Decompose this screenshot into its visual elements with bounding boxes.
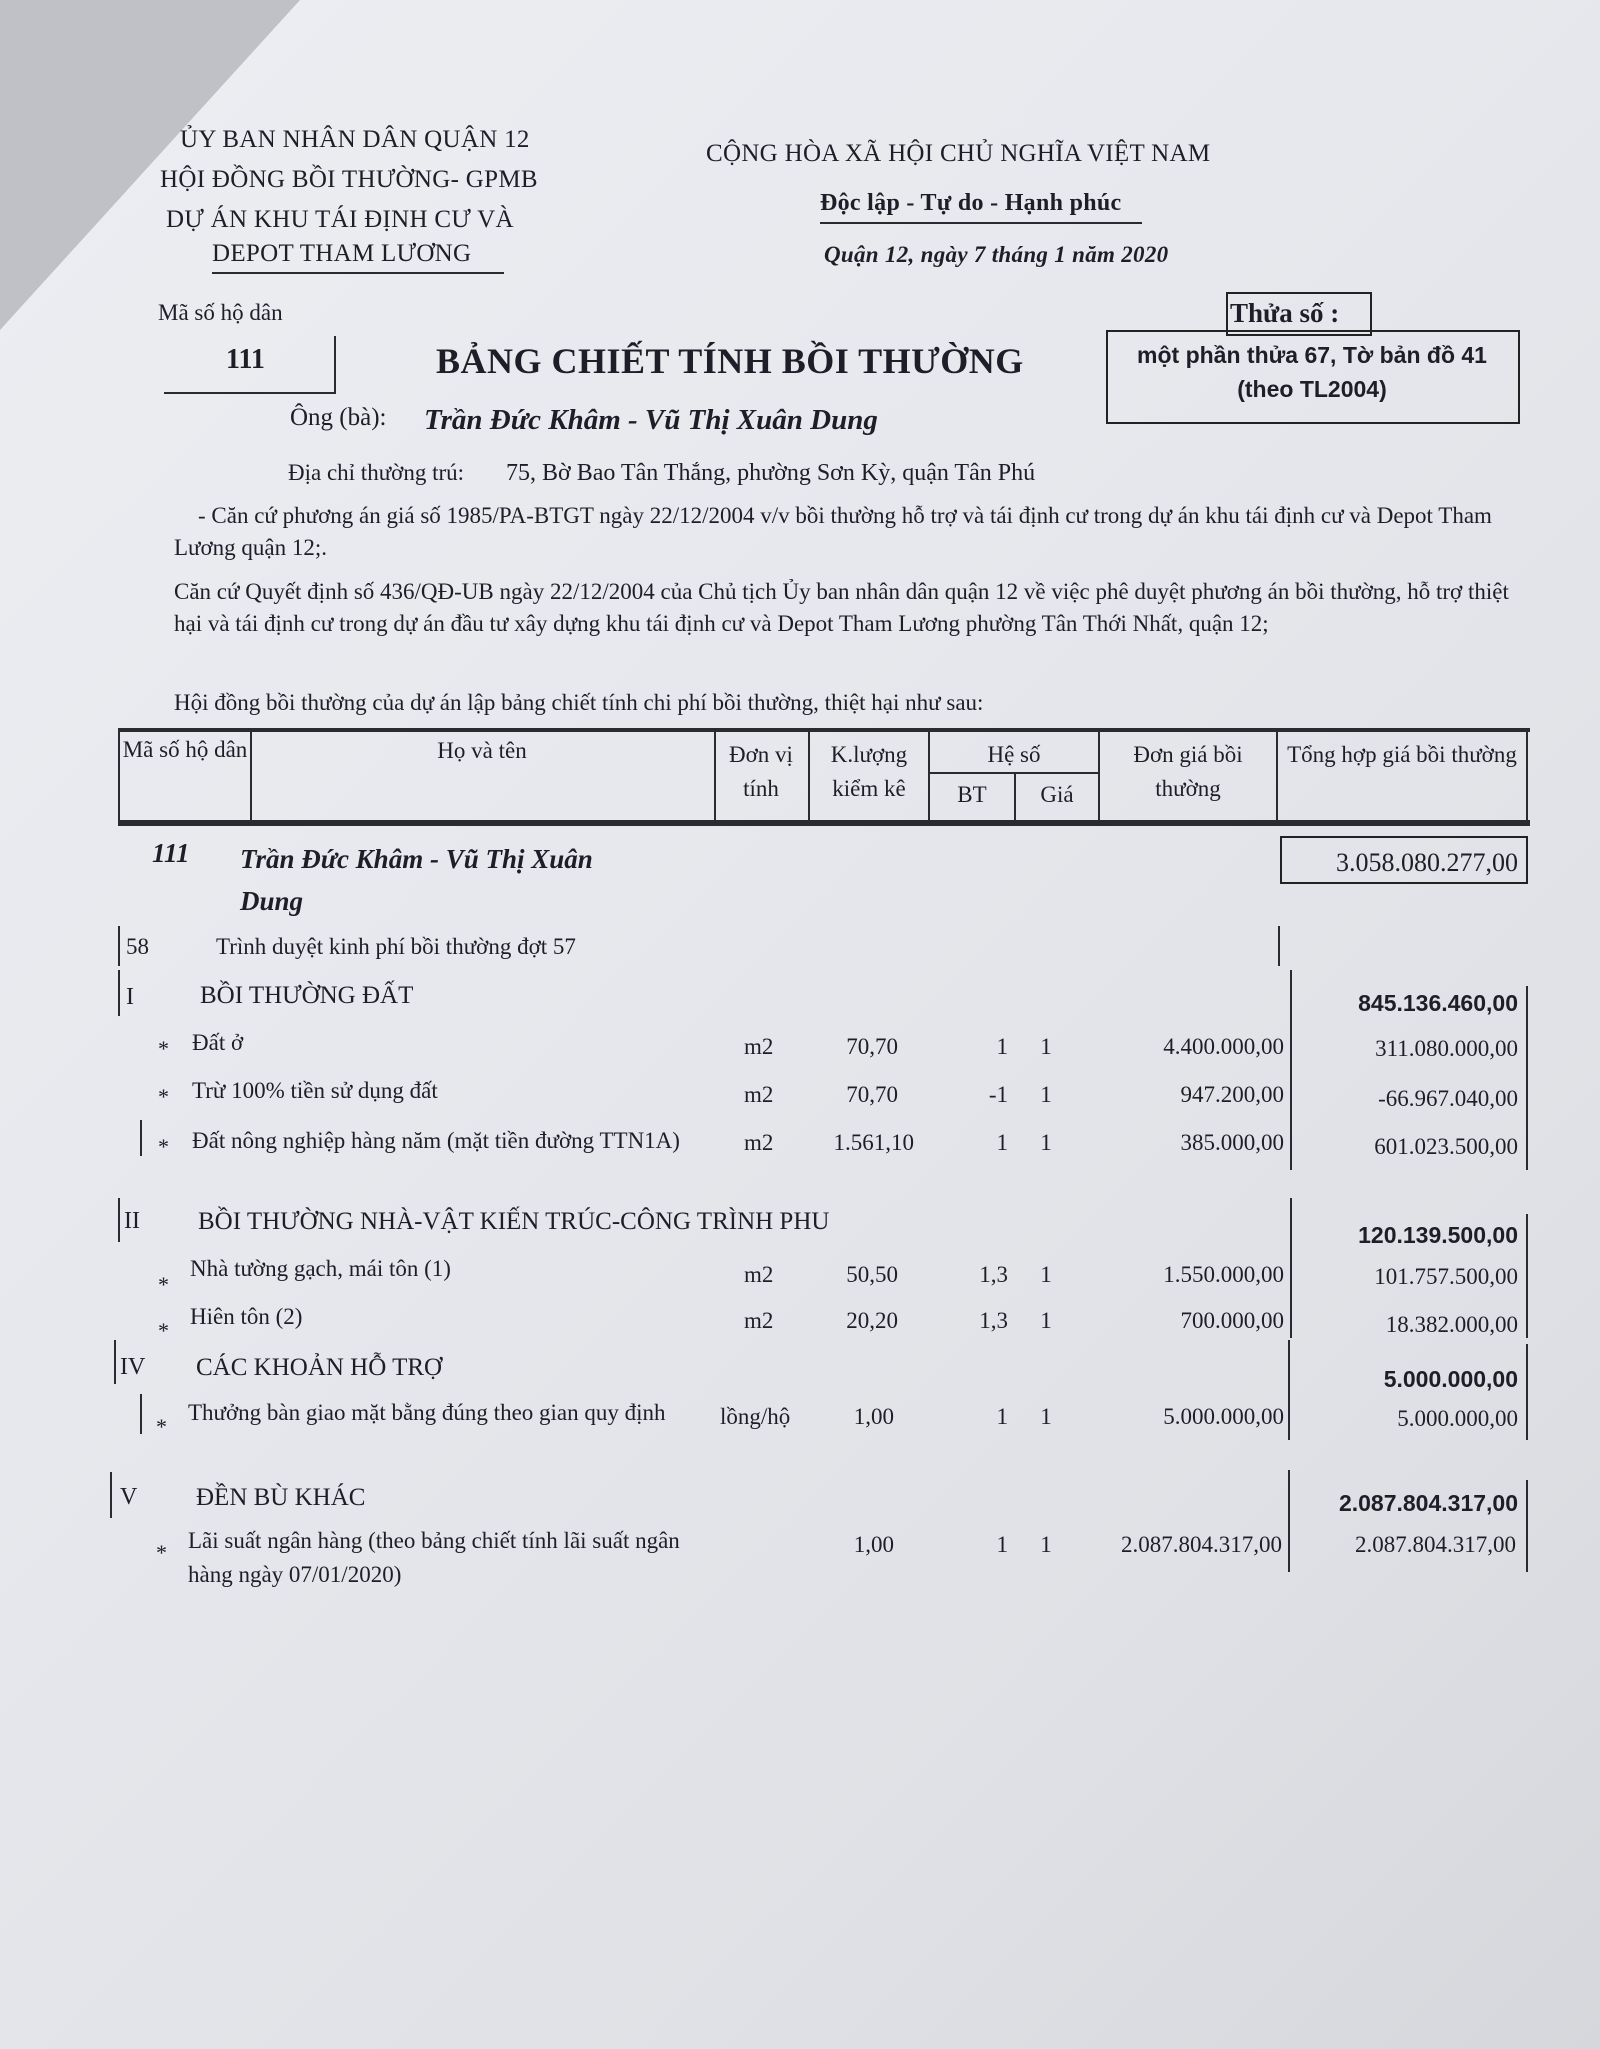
col-header-total: Tổng hợp giá bồi thường: [1287, 742, 1517, 767]
section-2-item-2-name: Hiên tôn (2): [190, 1304, 303, 1329]
section-1-item-3-unit: m2: [744, 1130, 774, 1155]
section-4-item-1-name: Thưởng bàn giao mặt bằng đúng theo gian quy định: [188, 1400, 666, 1425]
section-2-item-2-unit: m2: [744, 1308, 774, 1333]
address-label: Địa chỉ thường trú:: [288, 460, 465, 485]
section-1-item-2-total: -66.967.040,00: [1378, 1086, 1518, 1111]
section-2-item-1-unit: m2: [744, 1262, 774, 1287]
table-col-line-8: [1526, 728, 1528, 822]
section-2-item-1-total: 101.757.500,00: [1374, 1264, 1518, 1289]
owner-name: Trần Đức Khâm - Vũ Thị Xuân Dung: [424, 404, 878, 436]
section-1-item-1-bullet: *: [158, 1036, 169, 1061]
header-date: Quận 12, ngày 7 tháng 1 năm 2020: [824, 242, 1169, 267]
section-4-total-col-line: [1288, 1340, 1290, 1440]
section-4-item-1-total: 5.000.000,00: [1397, 1406, 1518, 1431]
section-1-item-3-bt: 1: [996, 1130, 1008, 1155]
col-header-code: Mã số hộ dân: [122, 737, 248, 762]
section-1-code: I: [126, 984, 134, 1010]
section-2-total-col-line: [1290, 1198, 1292, 1338]
section-1-item-2-price: 947.200,00: [1180, 1082, 1284, 1107]
section-5-code: V: [120, 1484, 138, 1510]
header-agency-line2: HỘI ĐỒNG BỒI THƯỜNG- GPMB: [160, 166, 538, 193]
section-1-item-3-left-border: [140, 1120, 142, 1156]
section-4-code: IV: [120, 1354, 146, 1380]
section-1-item-2-gia: 1: [1040, 1082, 1052, 1107]
section-2-item-2-bt: 1,3: [979, 1308, 1008, 1333]
section-5-title: ĐỀN BÙ KHÁC: [196, 1484, 366, 1511]
section-1-item-1-bt: 1: [996, 1034, 1008, 1059]
header-motto-underline: [820, 222, 1142, 224]
batch-code: 58: [126, 934, 149, 959]
section-1-right-border: [1526, 986, 1528, 1170]
section-5-item-1-gia: 1: [1040, 1532, 1052, 1557]
paragraph-basis-2: Căn cứ Quyết định số 436/QĐ-UB ngày 22/12/2004 của Chủ tịch Ủy ban nhân dân quận 12 về việc phê duyệt phương án bồi thường, hỗ trợ thiệt hại và tái định cư trong dự án đầu tư xây dựng khu tái định cư và Depot Tham Lương phường Tân Thới Nhất, quận 12;: [174, 579, 1509, 636]
table-coef-split: [928, 772, 1098, 774]
section-4-item-1-qty: 1,00: [853, 1404, 894, 1429]
section-1-item-3-bullet: *: [158, 1134, 169, 1159]
owner-label: Ông (bà):: [290, 404, 387, 431]
section-1-item-1-total: 311.080.000,00: [1375, 1036, 1518, 1061]
section-2-item-1-price: 1.550.000,00: [1163, 1262, 1284, 1287]
section-1-total-col-line: [1290, 970, 1292, 1170]
household-row-code: 111: [152, 838, 190, 868]
batch-row-left-border: [118, 926, 120, 966]
col-header-coef-bt: BT: [957, 782, 987, 807]
section-2-item-1-bullet: *: [158, 1272, 169, 1297]
section-1-left-border: [118, 970, 120, 1016]
plot-value: một phần thửa 67, Tờ bản đồ 41 (theo TL2004): [1137, 342, 1487, 402]
household-code-label: Mã số hộ dân: [158, 300, 283, 325]
col-header-unit: Đơn vị tính: [729, 742, 793, 801]
table-col-line-7: [1276, 728, 1278, 822]
section-5-left-border: [110, 1472, 112, 1518]
section-1-item-3-qty: 1.561,10: [833, 1130, 914, 1155]
section-2-item-2-qty: 20,20: [846, 1308, 898, 1333]
table-top-border: [118, 728, 1530, 732]
section-1-item-2-unit: m2: [744, 1082, 774, 1107]
section-1-item-3-gia: 1: [1040, 1130, 1052, 1155]
household-row-name: Trần Đức Khâm - Vũ Thị Xuân Dung: [240, 844, 593, 916]
household-code-underline: [164, 392, 336, 394]
section-2-right-border: [1526, 1214, 1528, 1338]
header-left-underline: [212, 272, 504, 274]
section-1-title: BỒI THƯỜNG ĐẤT: [200, 982, 414, 1009]
col-header-coef: Hệ số: [987, 742, 1041, 767]
col-header-qty: K.lượng kiểm kê: [830, 742, 908, 801]
address-value: 75, Bờ Bao Tân Thắng, phường Sơn Kỳ, quận Tân Phú: [506, 460, 1036, 486]
paragraph-basis-1: - Căn cứ phương án giá số 1985/PA-BTGT ngày 22/12/2004 v/v bồi thường hỗ trợ và tái định cư trong dự án khu tái định cư và Depot Tham Lương quận 12;.: [174, 503, 1492, 560]
header-agency-line1: ỦY BAN NHÂN DÂN QUẬN 12: [180, 126, 530, 153]
section-1-item-1-gia: 1: [1040, 1034, 1052, 1059]
section-2-title: BỒI THƯỜNG NHÀ-VẬT KIẾN TRÚC-CÔNG TRÌNH PHU: [198, 1208, 830, 1235]
section-1-total: 845.136.460,00: [1358, 990, 1518, 1016]
section-1-item-2-bt: -1: [988, 1082, 1008, 1107]
section-5-item-1-name: Lãi suất ngân hàng (theo bảng chiết tính lãi suất ngân hàng ngày 07/01/2020): [188, 1528, 680, 1587]
section-4-item-1-bt: 1: [996, 1404, 1008, 1429]
col-header-coef-gia: Giá: [1040, 782, 1074, 807]
section-1-item-1-qty: 70,70: [846, 1034, 898, 1059]
col-header-name: Họ và tên: [437, 738, 527, 763]
section-1-item-1-name: Đất ở: [192, 1030, 244, 1055]
section-1-item-3-total: 601.023.500,00: [1374, 1134, 1518, 1159]
section-2-item-1-gia: 1: [1040, 1262, 1052, 1287]
section-2-item-1-name: Nhà tường gạch, mái tôn (1): [190, 1256, 451, 1281]
section-2-item-2-gia: 1: [1040, 1308, 1052, 1333]
section-5-item-1-bullet: *: [156, 1540, 167, 1565]
paragraph-intro: Hội đồng bồi thường của dự án lập bảng chiết tính chi phí bồi thường, thiệt hại như sau:: [174, 690, 984, 715]
section-2-item-1-qty: 50,50: [846, 1262, 898, 1287]
batch-label: Trình duyệt kinh phí bồi thường đợt 57: [216, 934, 576, 959]
section-5-total: 2.087.804.317,00: [1338, 1490, 1518, 1516]
section-1-item-2-qty: 70,70: [846, 1082, 898, 1107]
batch-row-col-line: [1278, 926, 1280, 966]
section-2-left-border: [118, 1198, 120, 1242]
household-code: 111: [226, 344, 265, 375]
section-2-item-2-total: 18.382.000,00: [1385, 1312, 1518, 1337]
paper-fold-shadow: [0, 0, 300, 330]
section-4-right-border: [1526, 1344, 1528, 1440]
section-4-item-1-gia: 1: [1040, 1404, 1052, 1429]
household-code-divider: [334, 336, 336, 394]
section-2-total: 120.139.500,00: [1358, 1222, 1518, 1248]
section-1-item-2-bullet: *: [158, 1084, 169, 1109]
section-1-item-1-price: 4.400.000,00: [1163, 1034, 1284, 1059]
section-1-item-3-price: 385.000,00: [1180, 1130, 1284, 1155]
section-1-item-2-name: Trừ 100% tiền sử dụng đất: [192, 1078, 438, 1103]
plot-label: Thửa số :: [1230, 298, 1340, 328]
section-4-left-border: [114, 1340, 116, 1384]
section-5-item-1-qty: 1,00: [853, 1532, 894, 1557]
section-4-item-1-price: 5.000.000,00: [1163, 1404, 1284, 1429]
header-motto: Độc lập - Tự do - Hạnh phúc: [820, 190, 1122, 216]
section-2-item-2-bullet: *: [158, 1318, 169, 1343]
section-5-item-1-price: 2.087.804.317,00: [1121, 1532, 1282, 1557]
section-5-right-border: [1526, 1480, 1528, 1572]
section-1-item-3-name: Đất nông nghiệp hàng năm (mặt tiền đường TTN1A): [192, 1128, 680, 1153]
header-republic: CỘNG HÒA XÃ HỘI CHỦ NGHĨA VIỆT NAM: [706, 140, 1211, 167]
table-col-line-0: [118, 728, 120, 822]
section-2-item-1-bt: 1,3: [979, 1262, 1008, 1287]
header-agency-line4: DEPOT THAM LƯƠNG: [212, 240, 472, 267]
household-row-total: 3.058.080.277,00: [1336, 848, 1518, 877]
section-4-total: 5.000.000,00: [1383, 1366, 1518, 1392]
section-5-item-1-bt: 1: [996, 1532, 1008, 1557]
section-4-item-1-unit: lồng/hộ: [720, 1404, 791, 1429]
section-4-item-1-bullet: *: [156, 1414, 167, 1439]
header-agency-line3: DỰ ÁN KHU TÁI ĐỊNH CƯ VÀ: [166, 206, 514, 233]
section-2-code: II: [124, 1208, 140, 1234]
col-header-price: Đơn giá bồi thường: [1133, 742, 1243, 801]
household-row-top: [118, 824, 1530, 826]
section-2-item-2-price: 700.000,00: [1180, 1308, 1284, 1333]
section-5-item-1-total: 2.087.804.317,00: [1355, 1532, 1516, 1557]
section-4-title: CÁC KHOẢN HỖ TRỢ: [196, 1354, 443, 1381]
section-4-item-1-left-border: [140, 1394, 142, 1434]
section-1-item-1-unit: m2: [744, 1034, 774, 1059]
document-title: BẢNG CHIẾT TÍNH BỒI THƯỜNG: [436, 341, 1024, 381]
